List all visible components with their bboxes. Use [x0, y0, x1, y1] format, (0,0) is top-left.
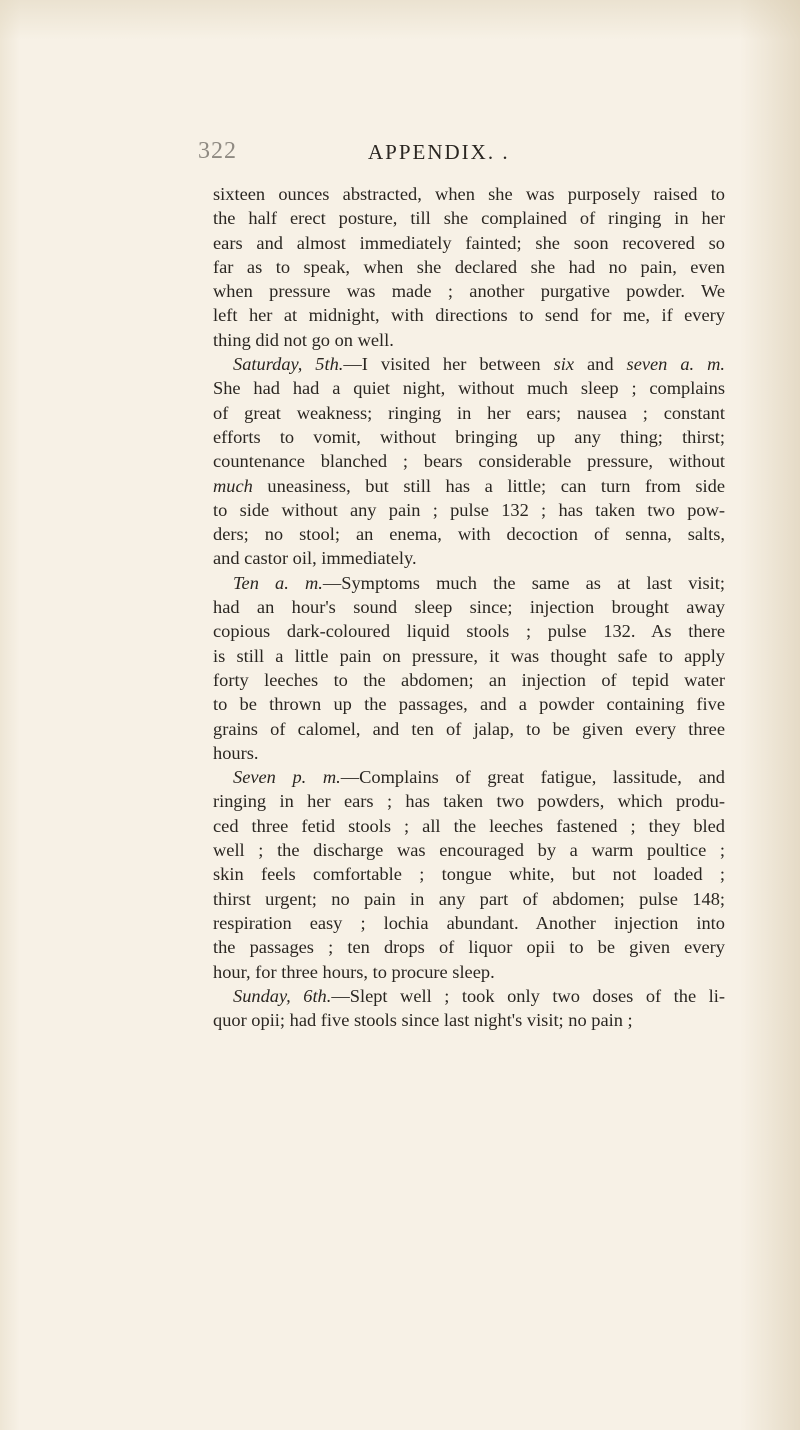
page-edge-shadow-right: [740, 0, 800, 1430]
text-segment: ced three fetid stools ; all the leeches fastened ; they bled: [213, 815, 725, 836]
text-segment: uneasiness, but still has a little; can turn from side: [252, 475, 725, 496]
text-segment: had an hour's sound sleep since; injection brought away: [213, 597, 725, 618]
text-line: [213, 644, 725, 668]
text-segment: She had had a quiet night, without much sleep ; complains: [213, 378, 725, 399]
text-segment: respiration easy ; lochia abundant. Another injection into: [213, 912, 725, 933]
text-segment: grains of calomel, and ten of jalap, to be given every three: [213, 718, 725, 739]
running-head: APPENDIX. .: [368, 140, 510, 164]
text-line: [213, 984, 725, 1008]
text-line: [213, 717, 725, 741]
text-line: [213, 474, 725, 498]
page-header: [198, 138, 698, 174]
text-line: [213, 328, 725, 352]
text-segment: quor opii; had five stools since last night's visit; no pain ;: [213, 1010, 633, 1031]
text-segment: and: [574, 354, 627, 375]
text-segment: copious dark-coloured liquid stools ; pulse 132. As there: [213, 621, 725, 642]
text-line: [213, 352, 725, 376]
text-segment: is still a little pain on pressure, it was thought safe to apply: [213, 645, 725, 666]
text-segment: thirst urgent; no pain in any part of abdomen; pulse 148;: [213, 888, 725, 909]
text-segment: and castor oil, immediately.: [213, 548, 417, 569]
text-segment: when pressure was made ; another purgative powder. We: [213, 281, 725, 302]
page-edge-shadow-left: [0, 0, 20, 1430]
text-segment: to side without any pain ; pulse 132 ; has taken two pow-: [213, 499, 725, 520]
text-segment: thing did not go on well.: [213, 329, 394, 350]
italic-text-segment: Saturday, 5th.: [233, 354, 344, 375]
text-line: [213, 887, 725, 911]
italic-text-segment: Seven p. m.: [233, 767, 341, 788]
text-line: [213, 960, 725, 984]
text-segment: the half erect posture, till she complained of ringing in her: [213, 208, 725, 229]
text-line: [213, 692, 725, 716]
text-line: [213, 401, 725, 425]
text-segment: hours.: [213, 742, 259, 763]
italic-text-segment: Sunday, 6th.: [233, 985, 332, 1006]
text-line: [213, 862, 725, 886]
text-line: [213, 231, 725, 255]
text-line: [213, 571, 725, 595]
text-line: [213, 595, 725, 619]
text-line: [213, 546, 725, 570]
text-line: [213, 376, 725, 400]
text-line: [213, 619, 725, 643]
text-segment: ears and almost immediately fainted; she soon recovered so: [213, 232, 725, 253]
text-line: [213, 522, 725, 546]
text-line: [213, 838, 725, 862]
text-line: [213, 425, 725, 449]
text-line: [213, 206, 725, 230]
text-line: [213, 303, 725, 327]
text-segment: skin feels comfortable ; tongue white, but not loaded ;: [213, 864, 725, 885]
text-line: [213, 182, 725, 206]
text-line: [213, 765, 725, 789]
text-line: [213, 789, 725, 813]
text-line: [213, 1008, 725, 1032]
text-segment: forty leeches to the abdomen; an injection of tepid water: [213, 669, 725, 690]
text-line: [213, 814, 725, 838]
text-segment: ringing in her ears ; has taken two powders, which produ-: [213, 791, 725, 812]
body-text: [213, 182, 725, 1032]
italic-text-segment: Ten a. m.: [233, 572, 323, 593]
text-line: [213, 449, 725, 473]
text-segment: —Symptoms much the same as at last visit;: [322, 572, 725, 593]
page-number: 322: [198, 138, 237, 164]
text-line: [213, 279, 725, 303]
text-segment: the passages ; ten drops of liquor opii to be given every: [213, 937, 725, 958]
text-segment: far as to speak, when she declared she had no pain, even: [213, 256, 725, 277]
text-line: [213, 255, 725, 279]
italic-text-segment: six: [553, 354, 575, 375]
text-segment: efforts to vomit, without bringing up any thing; thirst;: [213, 426, 725, 447]
text-line: [213, 911, 725, 935]
text-line: [213, 668, 725, 692]
text-segment: countenance blanched ; bears considerable pressure, without: [213, 451, 725, 472]
text-line: [213, 935, 725, 959]
text-segment: well ; the discharge was encouraged by a warm poultice ;: [213, 840, 725, 861]
text-segment: left her at midnight, with directions to send for me, if every: [213, 305, 725, 326]
text-segment: of great weakness; ringing in her ears; nausea ; constant: [213, 402, 725, 423]
text-segment: to be thrown up the passages, and a powder containing five: [213, 694, 725, 715]
italic-text-segment: much: [213, 475, 253, 496]
text-segment: ders; no stool; an enema, with decoction of senna, salts,: [213, 524, 725, 545]
text-segment: —Slept well ; took only two doses of the li-: [331, 985, 725, 1006]
text-segment: sixteen ounces abstracted, when she was purposely raised to: [213, 184, 725, 204]
italic-text-segment: seven a. m.: [626, 354, 725, 375]
text-segment: —Complains of great fatigue, lassitude, and: [340, 767, 725, 788]
page-edge-shadow-top: [0, 0, 800, 40]
text-segment: hour, for three hours, to procure sleep.: [213, 961, 495, 982]
text-segment: —I visited her between: [343, 354, 554, 375]
text-line: [213, 498, 725, 522]
text-line: [213, 741, 725, 765]
